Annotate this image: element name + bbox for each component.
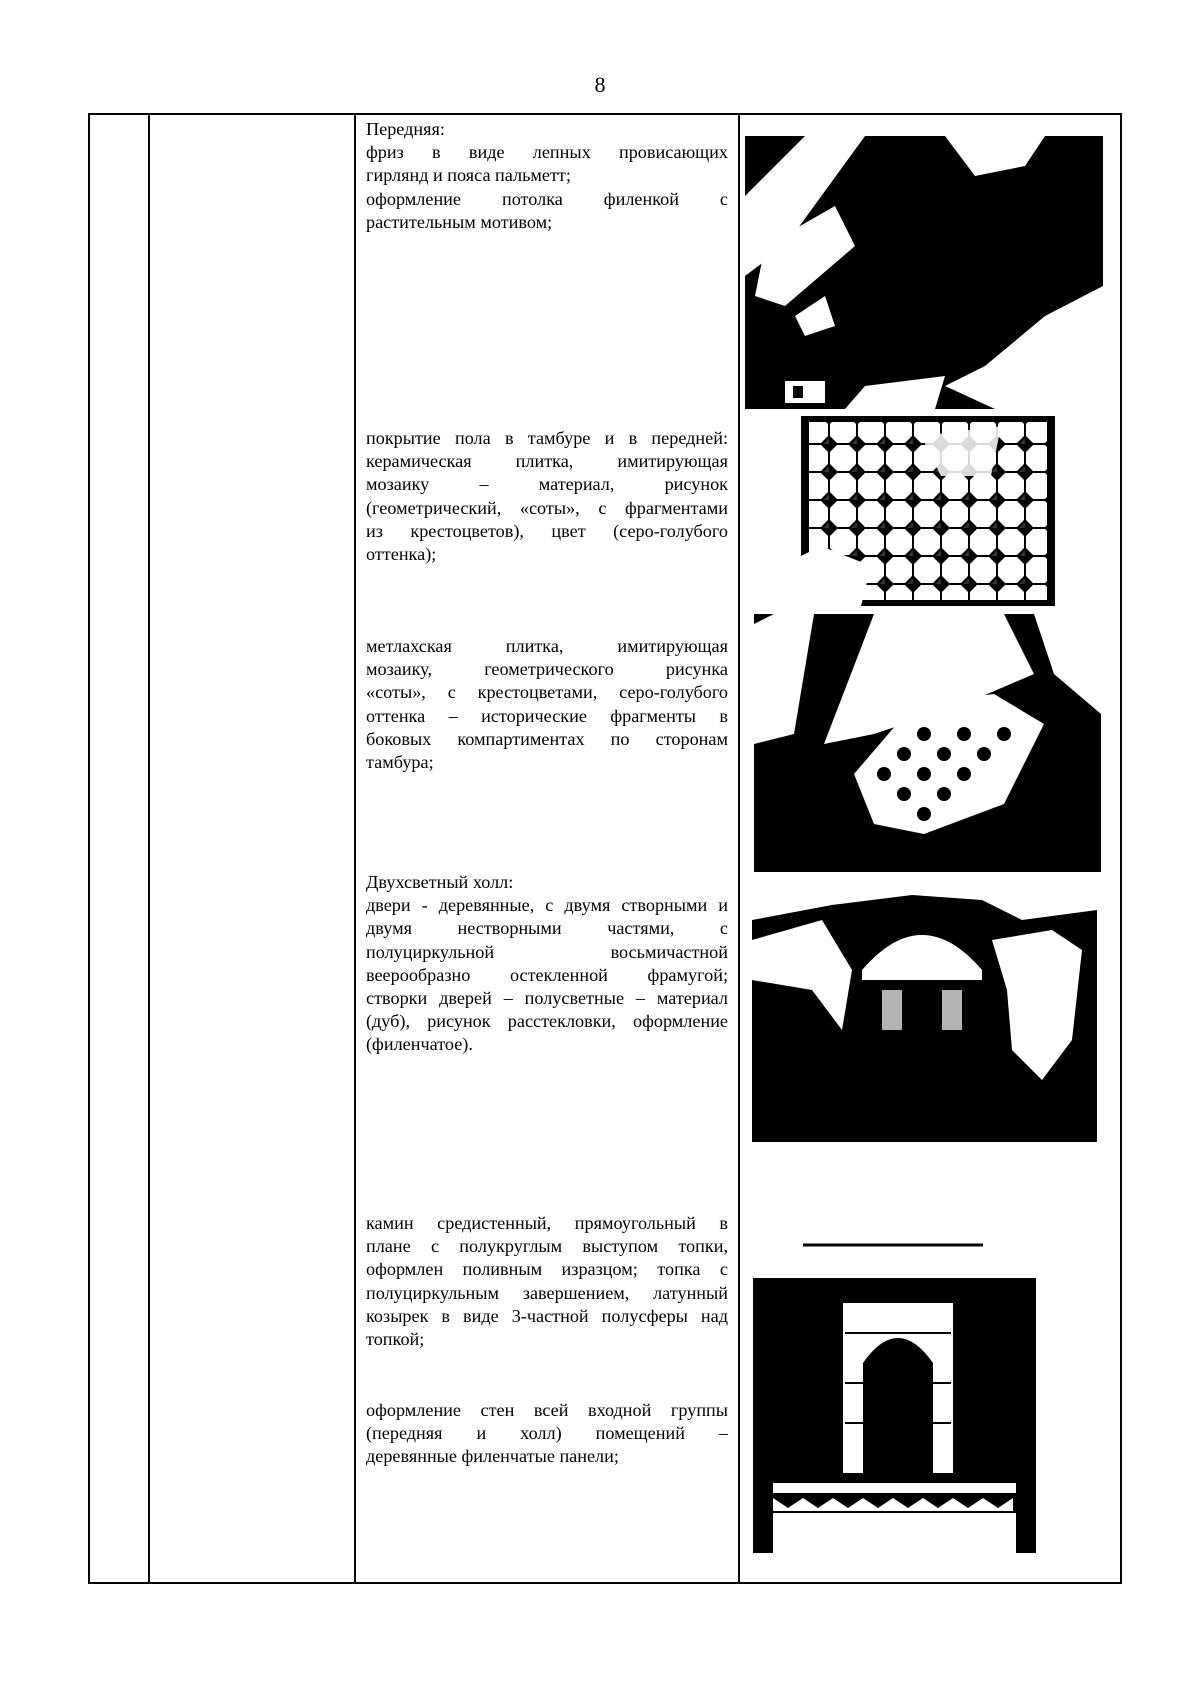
text-line: козырек в виде 3-частной полусферы над <box>366 1305 728 1326</box>
text-line: камин средистенный, прямоугольный в <box>366 1213 728 1233</box>
photo-fireplace <box>753 1183 1036 1575</box>
text-block-front-hall <box>366 118 728 234</box>
text-line: оттенка – исторические фрагменты в <box>366 705 728 726</box>
text-line: тамбура; <box>366 752 434 773</box>
photo-metlakh-tile <box>754 614 1101 872</box>
text-line: (геометрический, «соты», с фрагментами <box>366 497 728 518</box>
text-line: (филенчатое). <box>366 1034 473 1055</box>
text-line: мозаику – материал, рисунок <box>366 474 728 495</box>
text-line: полуциркульным завершением, латунный <box>366 1282 728 1303</box>
text-line: (дуб), рисунок расстекловки, оформление <box>366 1011 728 1032</box>
text-line: гирлянд и пояса пальметт; <box>366 165 571 186</box>
photo-hex-tile-floor <box>801 416 1055 606</box>
text-line: полуциркульной восьмичастной <box>366 941 728 962</box>
photo-hall-doors <box>752 880 1097 1142</box>
text-line: оформлен поливным изразцом; топка с <box>366 1259 728 1280</box>
text-line: деревянные филенчатые панели; <box>366 1446 619 1467</box>
column-divider-3 <box>738 115 740 1582</box>
text-line: Передняя: <box>366 119 445 139</box>
text-line: оттенка); <box>366 544 437 565</box>
text-line: оформление потолка филенкой с <box>366 188 728 209</box>
text-line: «соты», с крестоцветами, серо-голубого <box>366 682 728 703</box>
text-line: Двухсветный холл: <box>366 872 514 892</box>
column-divider-1 <box>148 115 150 1582</box>
text-line: (передняя и холл) помещений – <box>366 1423 728 1444</box>
text-line: двумя нестворными частями, с <box>366 918 728 939</box>
text-line: плане с полукруглым выступом топки, <box>366 1236 728 1257</box>
page-number: 8 <box>594 72 606 97</box>
text-line: метлахская плитка, имитирующая <box>366 636 728 656</box>
text-line: топкой; <box>366 1329 425 1350</box>
text-line: покрытие пола в тамбуре и в передней: <box>366 428 728 448</box>
text-line: веерообразно остекленной фрамугой; <box>366 964 728 985</box>
text-line: керамическая плитка, имитирующая <box>366 451 728 472</box>
text-line: растительным мотивом; <box>366 211 553 232</box>
text-line: мозаику, геометрического рисунка <box>366 659 728 680</box>
column-divider-2 <box>354 115 356 1582</box>
text-block-double-height-hall <box>366 871 728 1057</box>
text-line: оформление стен всей входной группы <box>366 1400 728 1420</box>
text-line: боковых компартиментах по сторонам <box>366 728 728 749</box>
text-line: фриз в виде лепных провисающих <box>366 142 728 163</box>
text-block-wall-panels <box>366 1399 728 1469</box>
text-block-floor-tile <box>366 427 728 566</box>
text-line: двери - деревянные, с двумя створными и <box>366 895 728 916</box>
text-block-fireplace <box>366 1212 728 1351</box>
text-line: створки дверей – полусветные – материал <box>366 988 728 1009</box>
text-block-metlakh-tile <box>366 635 728 774</box>
text-line: из крестоцветов), цвет (серо-голубого <box>366 520 728 541</box>
photo-ceiling-frieze <box>745 136 1103 409</box>
